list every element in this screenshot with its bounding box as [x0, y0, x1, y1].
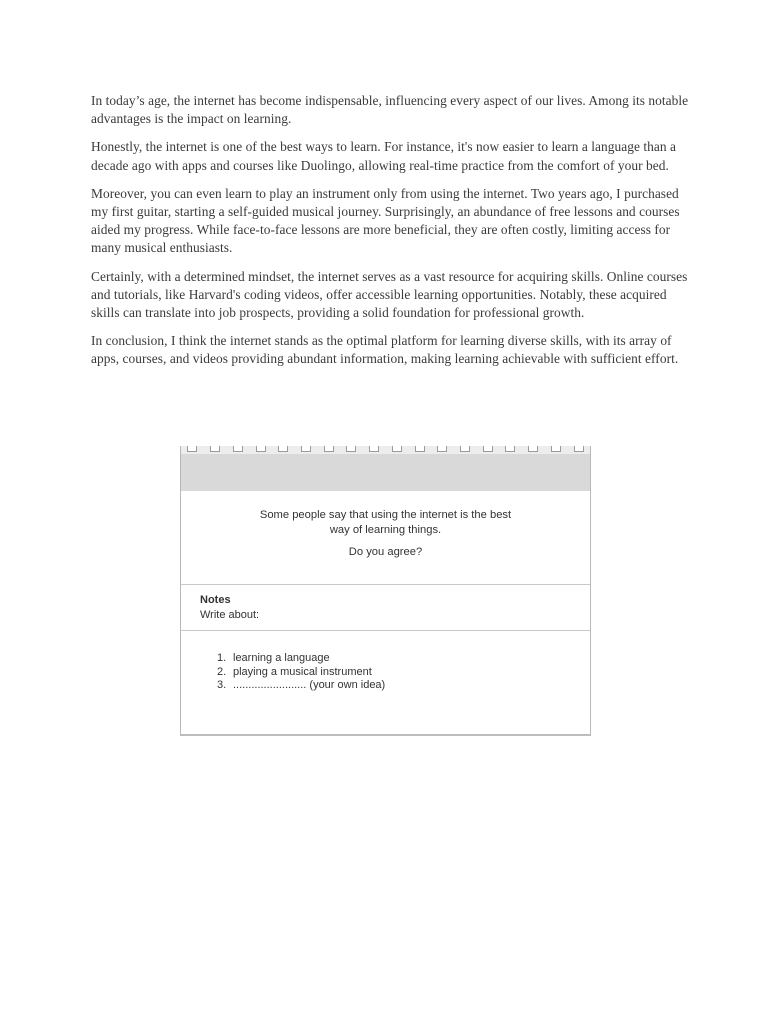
- notes-instruction: Write about:: [200, 609, 260, 621]
- notes-section: [200, 593, 259, 623]
- essay-body: [91, 92, 691, 379]
- list-item-text: playing a musical instrument: [233, 665, 372, 678]
- binder-tab: [210, 446, 220, 452]
- essay-paragraph-instrument: Moreover, you can even learn to play an instrument only from using the internet. Two years ago, I purchased my first guitar, starting a self-guided musical journey. Surprisingly, an abundance of free lessons and courses aided my progress. While face-to-face lessons are more beneficial, they are often costly, limiting access for many musical enthusiasts.: [91, 185, 680, 256]
- prompt-question: Do you agree?: [348, 546, 423, 558]
- binder-tab: [505, 446, 515, 452]
- notes-points-list: [217, 652, 385, 693]
- essay-paragraph-language: Honestly, the internet is one of the best ways to learn. For instance, it's now easier to learn a language than a decade ago with apps and courses like Duolingo, allowing real-time practice from the comfort of your bed.: [91, 139, 677, 173]
- binder-tab: [301, 446, 311, 452]
- binder-tab: [233, 446, 243, 452]
- binder-tab: [574, 446, 584, 452]
- binder-tab-row: [181, 446, 590, 454]
- binder-tab: [437, 446, 447, 452]
- binder-tab: [392, 446, 402, 452]
- binder-tab: [460, 446, 470, 452]
- essay-paragraph-intro: In today’s age, the internet has become indispensable, influencing every aspect of our lives. Among its notable advantages is the impact on learning.: [91, 93, 689, 127]
- essay-paragraph-conclusion: In conclusion, I think the internet stands as the optimal platform for learning diverse skills, with its array of apps, courses, and videos providing abundant information, making learning achievable with sufficient effort.: [91, 333, 679, 367]
- list-item-number: 3.: [217, 679, 227, 691]
- section-divider: [181, 630, 590, 631]
- notes-heading: Notes: [200, 594, 231, 606]
- binder-tab: [415, 446, 425, 452]
- binder-tab: [187, 446, 197, 452]
- list-item: [217, 679, 385, 693]
- binder-tab: [324, 446, 334, 452]
- card-header-band: [181, 446, 590, 491]
- prompt-line: Some people say that using the internet is the best: [259, 509, 512, 521]
- card-bottom-edge: [181, 734, 590, 736]
- list-item-text: ........................ (your own idea): [233, 679, 386, 691]
- list-item-number: 1.: [217, 652, 227, 664]
- section-divider: [181, 584, 590, 585]
- binder-tab: [551, 446, 561, 452]
- binder-tab: [256, 446, 266, 452]
- task-prompt: [181, 508, 590, 560]
- essay-paragraph-skills: Certainly, with a determined mindset, the internet serves as a vast resource for acquiring skills. Online courses and tutorials, like Harvard's coding videos, offer accessible learning opportunities. Notably, these acquired skills can translate into job prospects, providing a solid foundation for professional growth.: [91, 268, 688, 321]
- binder-tab: [369, 446, 379, 452]
- list-item: [217, 666, 385, 680]
- prompt-line: way of learning things.: [329, 524, 442, 536]
- list-item: [217, 652, 385, 666]
- binder-tab: [346, 446, 356, 452]
- binder-tab: [278, 446, 288, 452]
- list-item-text: learning a language: [233, 652, 330, 664]
- binder-tab: [528, 446, 538, 452]
- binder-tab: [483, 446, 493, 452]
- task-card-image: [180, 446, 591, 736]
- list-item-number: 2.: [217, 665, 227, 678]
